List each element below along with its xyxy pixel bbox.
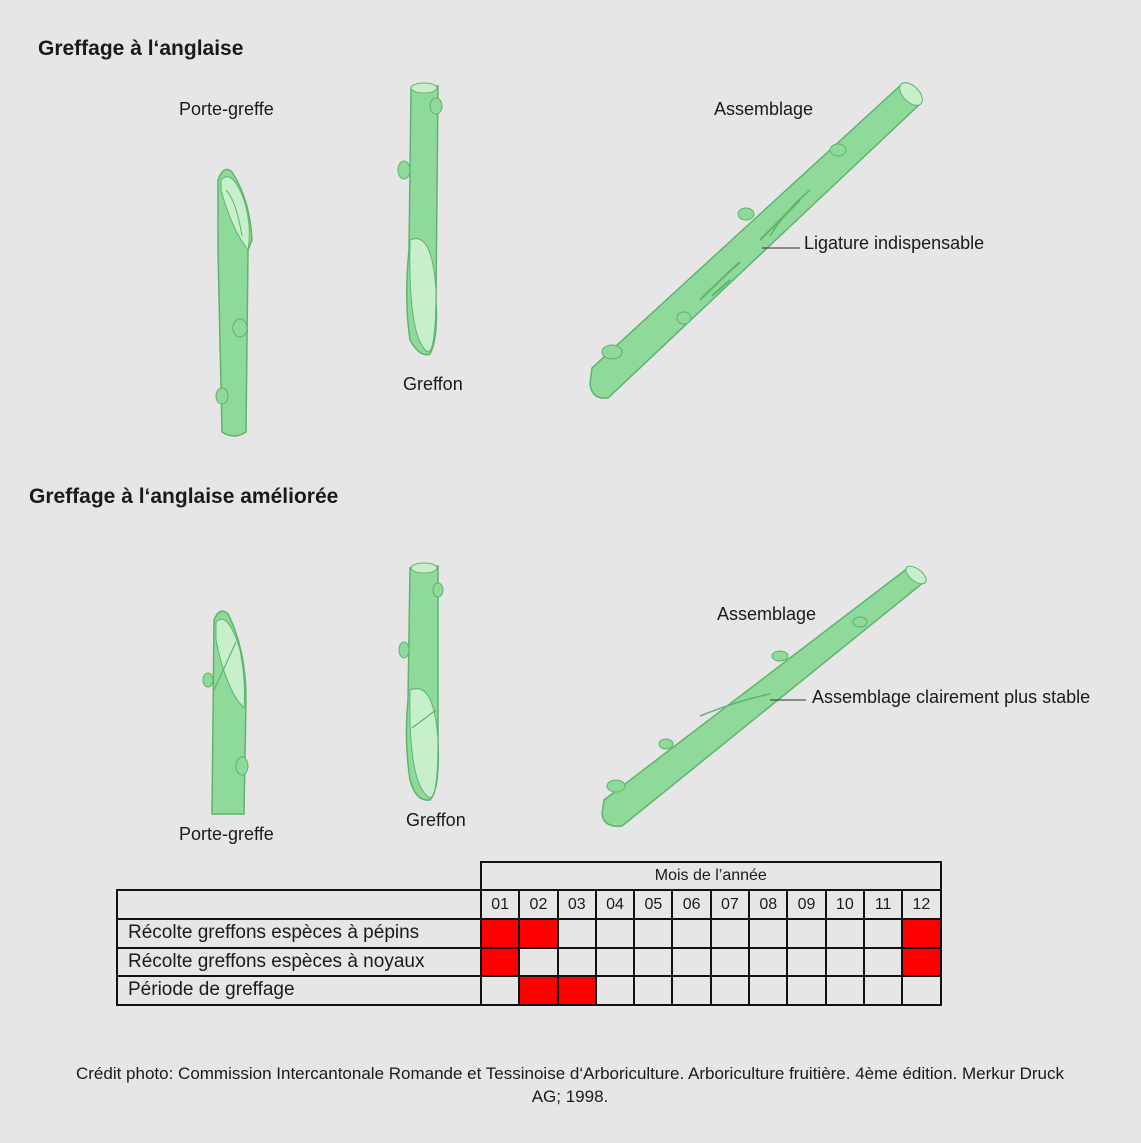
- month-cell-01: [481, 919, 519, 948]
- month-header-cell: 06: [672, 890, 710, 919]
- table-row: [117, 919, 941, 948]
- month-header-cell: 09: [787, 890, 825, 919]
- table-corner-blank: [117, 862, 481, 890]
- month-header-cell: 05: [634, 890, 672, 919]
- section2-assembly-label: Assemblage: [717, 604, 817, 624]
- month-header-cell: 12: [902, 890, 940, 919]
- section2-title: Greffage à l‘anglaise améliorée: [29, 485, 339, 508]
- month-cell-01: [481, 976, 519, 1005]
- section1-callout: Ligature indispensable: [804, 233, 985, 253]
- month-cell-03: [558, 976, 596, 1005]
- month-cell-07: [711, 948, 749, 977]
- month-cell-08: [749, 948, 787, 977]
- month-cell-10: [826, 976, 864, 1005]
- months-header: Mois de l’année: [481, 862, 941, 890]
- month-cell-01: [481, 948, 519, 977]
- month-header-cell: 08: [749, 890, 787, 919]
- month-cell-05: [634, 948, 672, 977]
- month-cell-11: [864, 919, 902, 948]
- row-label: Récolte greffons espèces à noyaux: [117, 948, 481, 977]
- month-cell-04: [596, 976, 634, 1005]
- month-header-cell: 04: [596, 890, 634, 919]
- month-cell-04: [596, 919, 634, 948]
- scion-illustration-1: [398, 83, 442, 355]
- month-header-cell: 01: [481, 890, 519, 919]
- row-label: Récolte greffons espèces à pépins: [117, 919, 481, 948]
- month-cell-07: [711, 919, 749, 948]
- section1-assembly-label: Assemblage: [714, 99, 814, 119]
- month-cell-09: [787, 976, 825, 1005]
- month-cell-12: [902, 919, 940, 948]
- month-cell-11: [864, 948, 902, 977]
- month-cell-06: [672, 919, 710, 948]
- month-cell-09: [787, 948, 825, 977]
- section2-scion-label: Greffon: [406, 810, 466, 830]
- month-header-cell: 07: [711, 890, 749, 919]
- scion-illustration-2: [399, 563, 443, 800]
- month-header-cell: 10: [826, 890, 864, 919]
- section1-scion-label: Greffon: [403, 374, 463, 394]
- month-cell-05: [634, 976, 672, 1005]
- table-row: [117, 976, 941, 1005]
- month-cell-06: [672, 948, 710, 977]
- row-label: Période de greffage: [117, 976, 481, 1005]
- month-cell-05: [634, 919, 672, 948]
- rootstock-illustration-2: [203, 611, 248, 814]
- month-cell-03: [558, 919, 596, 948]
- month-header-cell: 02: [519, 890, 557, 919]
- table-row: [117, 948, 941, 977]
- section2-callout: Assemblage clairement plus stable: [812, 687, 1091, 707]
- section1-rootstock-label: Porte-greffe: [179, 99, 274, 119]
- rootstock-illustration-1: [216, 169, 252, 436]
- photo-credit: Crédit photo: Commission Intercantonale Romande et Tessinoise d‘Arboriculture. Arboriculture fruitière. 4ème édition. Merkur Druck AG; 1998.: [75, 1064, 1065, 1106]
- month-cell-02: [519, 976, 557, 1005]
- month-cell-10: [826, 919, 864, 948]
- month-cell-12: [902, 948, 940, 977]
- month-cell-08: [749, 919, 787, 948]
- month-row-label-blank: [117, 890, 481, 919]
- month-cell-07: [711, 976, 749, 1005]
- month-cell-10: [826, 948, 864, 977]
- month-cell-11: [864, 976, 902, 1005]
- month-cell-02: [519, 919, 557, 948]
- month-cell-09: [787, 919, 825, 948]
- month-cell-03: [558, 948, 596, 977]
- grafting-schedule-table: [116, 861, 942, 1006]
- month-cell-02: [519, 948, 557, 977]
- section2-rootstock-label: Porte-greffe: [179, 824, 274, 844]
- month-cell-12: [902, 976, 940, 1005]
- month-header-cell: 11: [864, 890, 902, 919]
- month-cell-08: [749, 976, 787, 1005]
- section1-title: Greffage à l‘anglaise: [38, 37, 244, 60]
- month-header-cell: 03: [558, 890, 596, 919]
- month-cell-06: [672, 976, 710, 1005]
- month-cell-04: [596, 948, 634, 977]
